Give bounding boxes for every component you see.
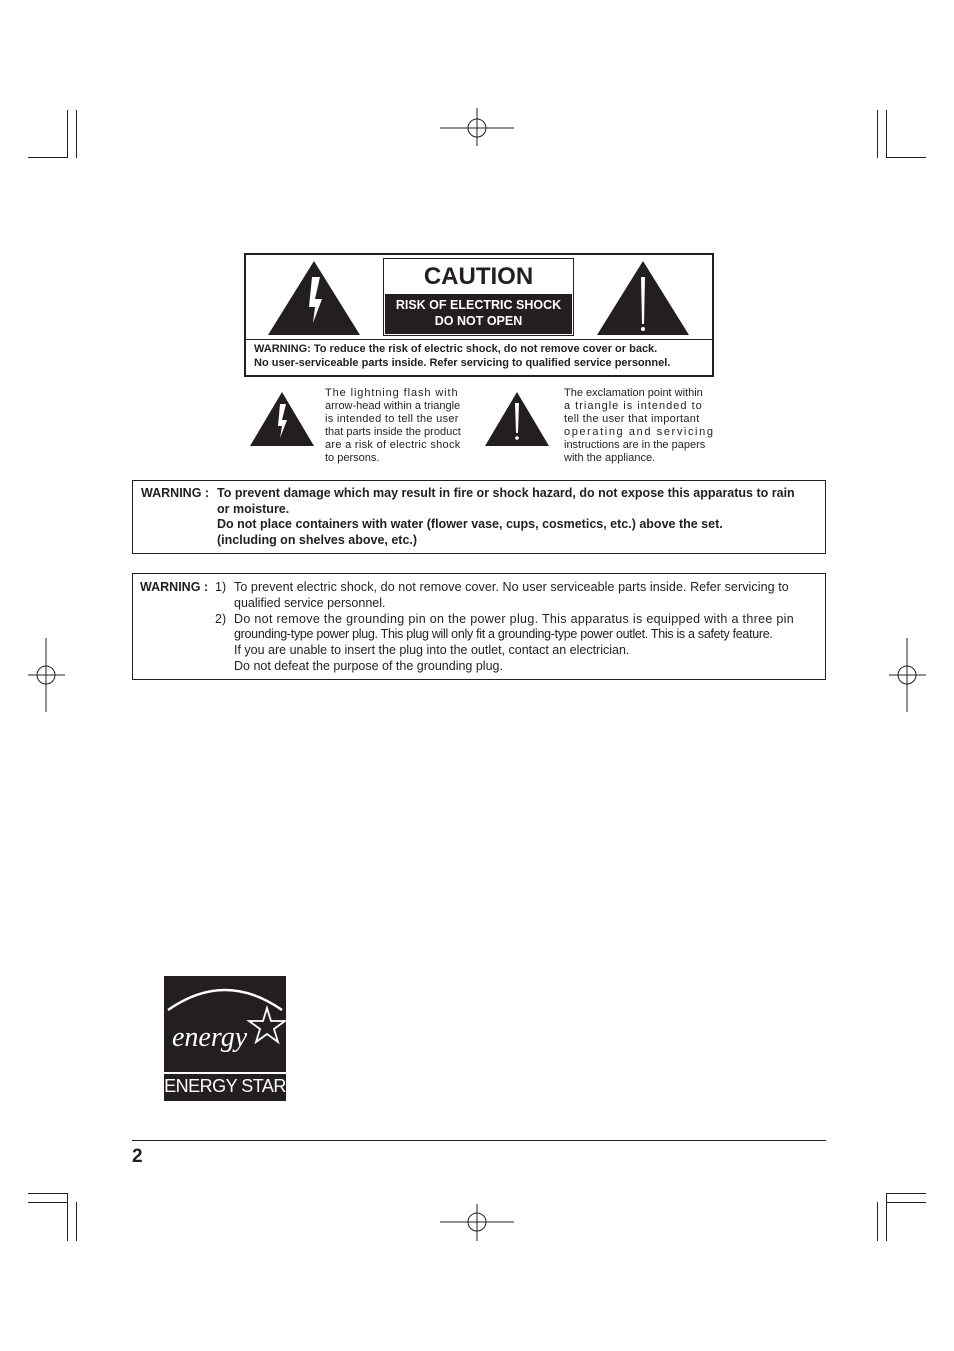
exclamation-triangle-icon [595, 259, 691, 337]
warning-1-line-3: Do not place containers with water (flower vase, cups, cosmetics, etc.) above the set. [217, 517, 723, 531]
caution-shock-notice [385, 294, 572, 334]
exclamation-symbol-icon [484, 391, 550, 448]
warning-1-line-2: or moisture. [217, 502, 290, 516]
warning-2-item-1-line-2: qualified service personnel. [234, 596, 386, 610]
caution-line-1: RISK OF ELECTRIC SHOCK [395, 298, 562, 312]
warning-2-item-2-number: 2) [215, 612, 227, 626]
warning-label-2: WARNING : [140, 580, 209, 594]
energy-star-icon [164, 976, 286, 1076]
caution-title-panel [383, 258, 574, 336]
caution-warning-line-2: No user-serviceable parts inside. Refer servicing to qualified service personnel. [254, 357, 671, 369]
caution-divider [246, 339, 712, 340]
energy-star-logo [164, 976, 286, 1101]
lightning-symbol-icon [249, 391, 315, 448]
energy-script: energy [172, 1022, 248, 1053]
warning-1-line-4: (including on shelves above, etc.) [217, 533, 418, 547]
page-number: 2 [132, 1146, 143, 1167]
warning-1-line-1: To prevent damage which may result in fire or shock hazard, do not expose this apparatus to rain [217, 486, 795, 500]
caution-warning-line-1: WARNING: To reduce the risk of electric shock, do not remove cover or back. [254, 343, 658, 355]
lightning-triangle-icon [266, 259, 362, 337]
warning-2-item-1-line-1: To prevent electric shock, do not remove cover. No user serviceable parts inside. Refer servicing to [234, 580, 789, 594]
caution-line-2: DO NOT OPEN [434, 314, 523, 328]
warning-2-item-2-line-1: Do not remove the grounding pin on the power plug. This apparatus is equipped with a three pin [234, 612, 795, 626]
footer-rule [132, 1140, 826, 1141]
warning-2-item-1-number: 1) [215, 580, 227, 594]
warning-2-item-2-line-3: If you are unable to insert the plug into the outlet, contact an electrician. [234, 643, 630, 657]
caution-title: CAUTION [423, 263, 534, 290]
warning-label-1: WARNING : [141, 486, 210, 500]
warning-2-item-2-line-2: grounding-type power plug. This plug will only fit a grounding-type power outlet. This is a safety feature. [234, 627, 773, 641]
energy-star-label: ENERGY STAR [164, 1076, 286, 1096]
exclamation-description: The exclamation point within a triangle is intended to tell the user that important operating and servicing instructions are in the papers with the appliance. [564, 387, 715, 464]
warning-2-item-2-line-4: Do not defeat the purpose of the grounding plug. [234, 659, 503, 673]
lightning-description: The lightning flash with arrow-head within a triangle is intended to tell the user that parts inside the product are a risk of electric shock to persons. [325, 387, 461, 464]
